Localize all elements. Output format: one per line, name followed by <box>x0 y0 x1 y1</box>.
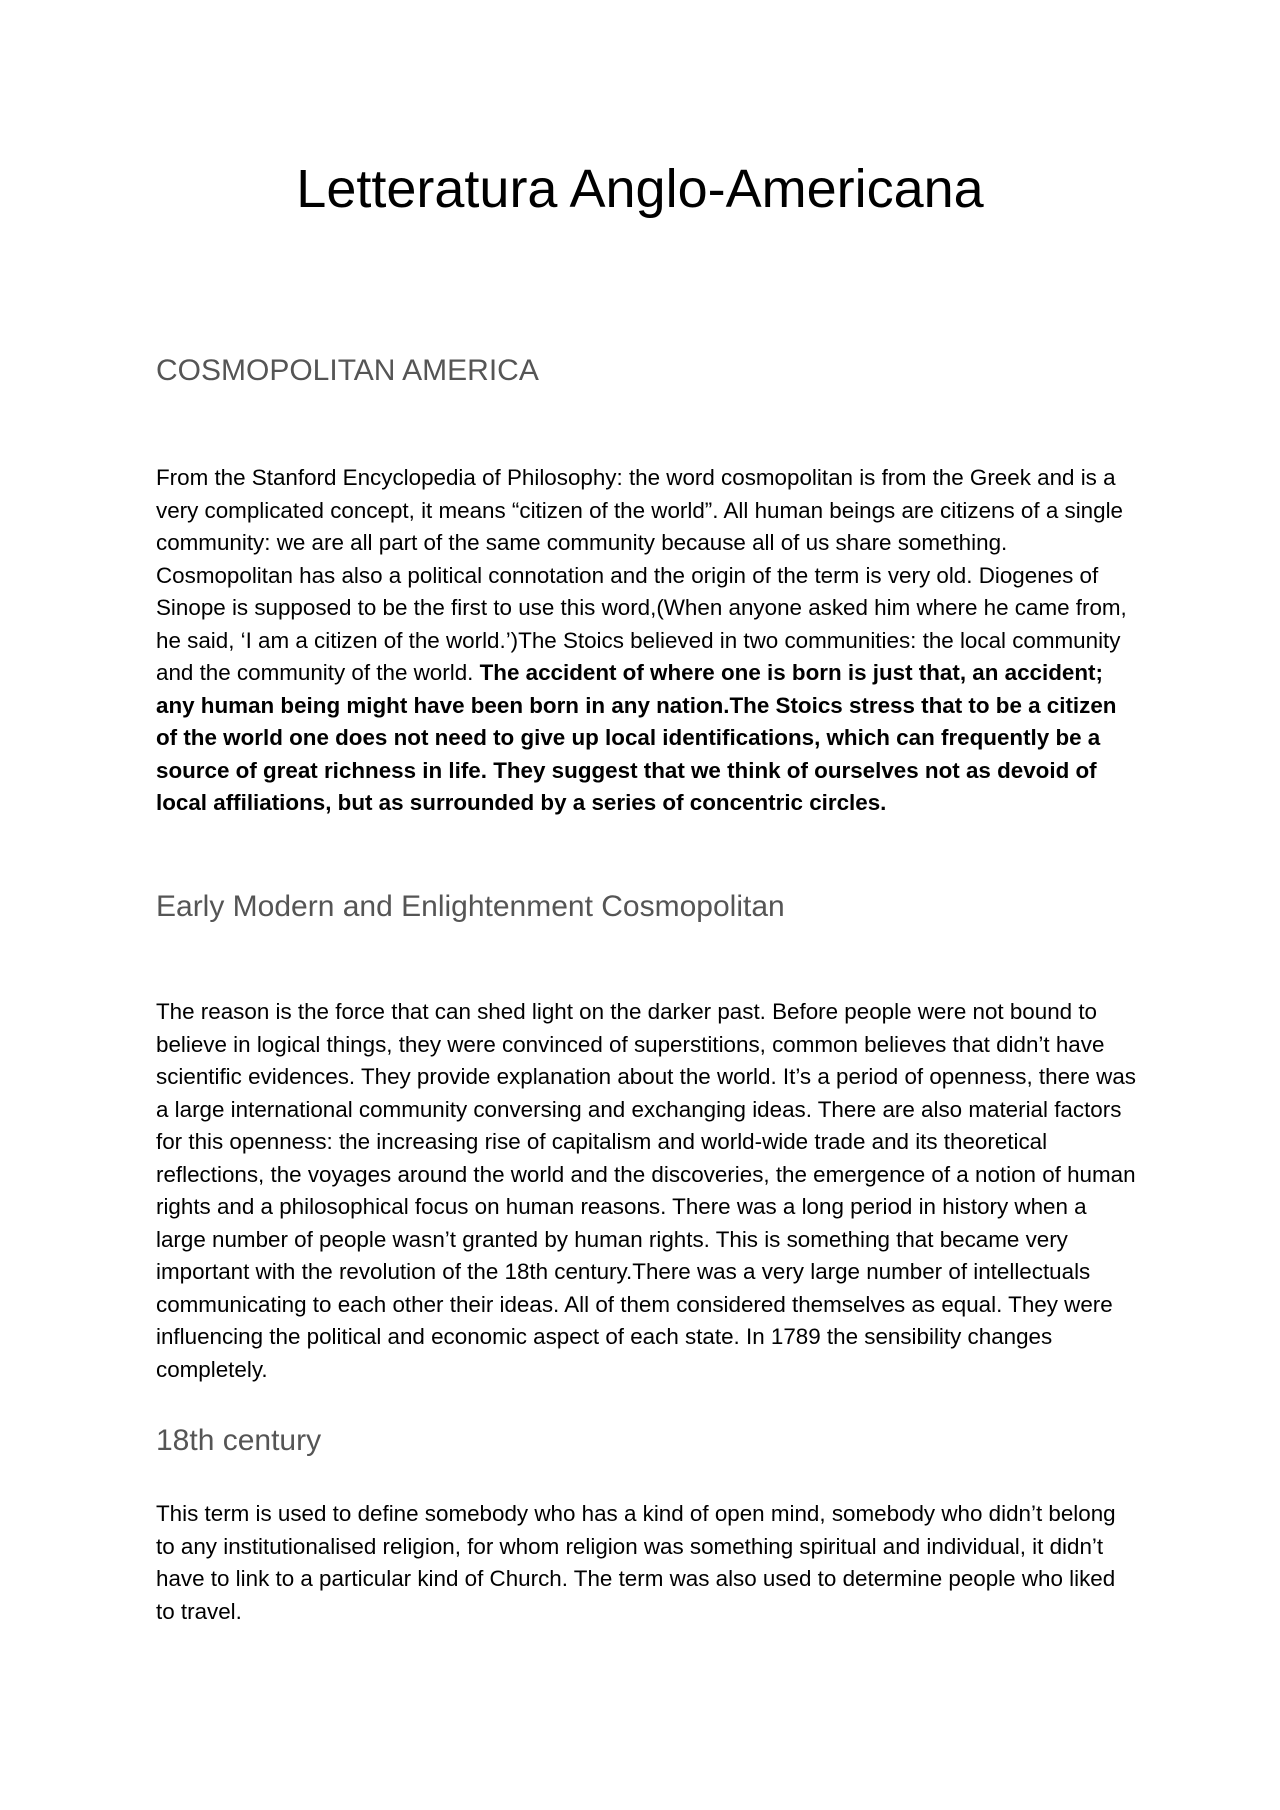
section-heading-early-modern: Early Modern and Enlightenment Cosmopolitan <box>156 890 785 923</box>
section-heading-18th-century: 18th century <box>156 1424 322 1457</box>
paragraph-plain-text: From the Stanford Encyclopedia of Philosophy: the word cosmopolitan is from the Greek and is a very complicated concept, it means “citizen of the world”. All human beings are citizens of a single community: we are all part of the same community because all of us share something. Cosmopolitan has also a political connotation and the origin of the term is very old. Diogenes of Sinope is supposed to be the first to use this word,(When anyone asked him where he came from, he said, ‘I am a citizen of the world.’)The Stoics believed in two communities: the local community and the community of the world. <box>156 465 1127 685</box>
paragraph-bold-text: The accident of where one is born is just that, an accident; any human being might have been born in any nation.The Stoics stress that to be a citizen of the world one does not need to give up local identifications, which can frequently be a source of great richness in life. They suggest that we think of ourselves not as devoid of local affiliations, but as surrounded by a series of concentric circles. <box>156 660 1117 815</box>
section-heading-cosmopolitan-america: COSMOPOLITAN AMERICA <box>156 354 539 387</box>
document-title: Letteratura Anglo-Americana <box>296 159 984 219</box>
section-paragraph-early-modern: The reason is the force that can shed light on the darker past. Before people were not bound to believe in logical things, they were convinced of superstitions, common believes that didn’t have scientific evidences. They provide explanation about the world. It’s a period of openness, there was a large international community conversing and exchanging ideas. There are also material factors for this openness: the increasing rise of capitalism and world-wide trade and its theoretical reflections, the voyages around the world and the discoveries, the emergence of a notion of human rights and a philosophical focus on human reasons. There was a long period in history when a large number of people wasn’t granted by human rights. This is something that became very important with the revolution of the 18th century.There was a very large number of intellectuals communicating to each other their ideas. All of them considered themselves as equal. They were influencing the political and economic aspect of each state. In 1789 the sensibility changes completely. <box>156 999 1136 1382</box>
section-paragraph-cosmopolitan-america <box>156 462 1140 820</box>
section-paragraph-18th-century: This term is used to define somebody who has a kind of open mind, somebody who didn’t belong to any institutionalised religion, for whom religion was something spiritual and individual, it didn’t have to link to a particular kind of Church. The term was also used to determine people who liked to travel. <box>156 1501 1116 1624</box>
